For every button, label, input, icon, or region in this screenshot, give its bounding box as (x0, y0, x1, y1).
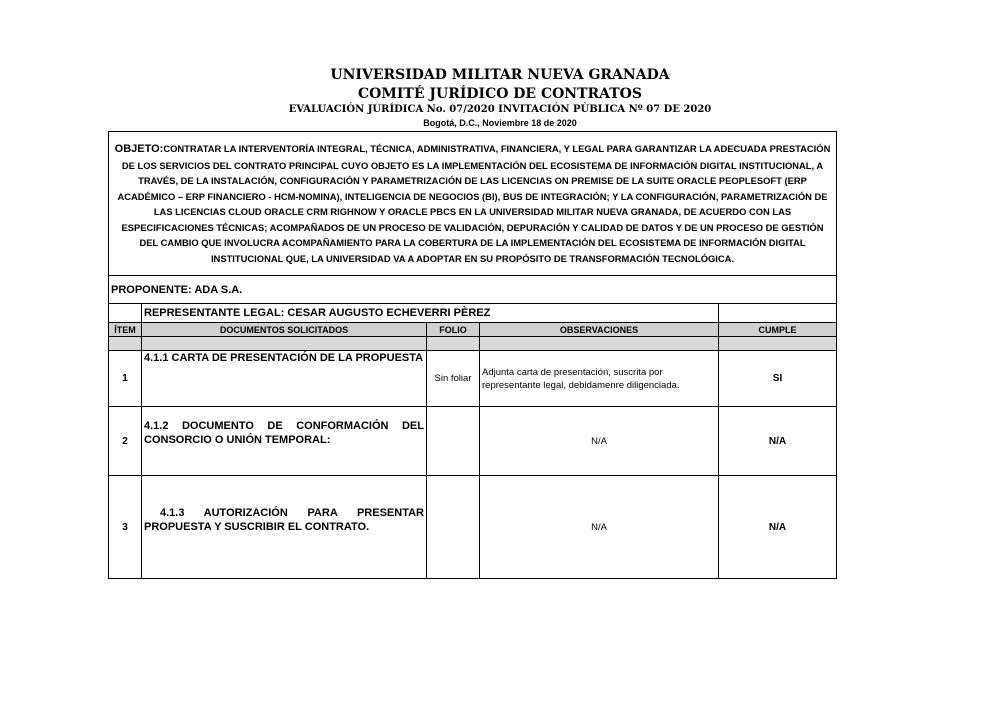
objeto-label: OBJETO: (114, 143, 164, 155)
col-documentos-header: DOCUMENTOS SOLICITADOS (142, 323, 427, 337)
evaluation-title: EVALUACIÓN JURÍDICA No. 07/2020 INVITACIÓN PÙBLICA Nº 07 DE 2020 (288, 104, 712, 115)
separator-row (109, 337, 837, 351)
separator-cell (480, 337, 719, 351)
table-row (109, 407, 837, 476)
folio-cell: Sin foliar (427, 351, 480, 407)
separator-cell (427, 337, 480, 351)
item-number: 2 (109, 407, 142, 476)
separator-cell (142, 337, 427, 351)
empty-cell (109, 304, 142, 323)
folio-cell (427, 476, 480, 579)
observaciones-cell: Adjunta carta de presentación, suscrita por representante legal, debidamenre diligenciada. (480, 351, 719, 407)
proponente: PROPONENTE: ADA S.A. (109, 276, 837, 304)
documento-cell: 4.1.2 DOCUMENTO DE CONFORMACIÓN DEL CONSORCIO O UNIÓN TEMPORAL: (142, 407, 427, 476)
table-row (109, 476, 837, 579)
table-row (109, 351, 837, 407)
col-cumple-header: CUMPLE (719, 323, 837, 337)
evaluation-table (108, 131, 837, 579)
cumple-cell: N/A (719, 407, 837, 476)
item-number: 1 (109, 351, 142, 407)
institution-title: UNIVERSIDAD MILITAR NUEVA GRANADA (330, 67, 670, 83)
separator-cell (109, 337, 142, 351)
cumple-cell: SI (719, 351, 837, 407)
folio-cell (427, 407, 480, 476)
objeto-row (109, 132, 837, 276)
committee-title: COMITÉ JURÍDICO DE CONTRATOS (358, 86, 642, 102)
proponente-row (109, 276, 837, 304)
documento-cell: 4.1.1 CARTA DE PRESENTACIÓN DE LA PROPUESTA (142, 351, 427, 407)
representante: REPRESENTANTE LEGAL: CESAR AUGUSTO ECHEVERRI PÈREZ (142, 304, 719, 323)
cumple-cell: N/A (719, 476, 837, 579)
objeto-text: CONTRATAR LA INTERVENTORÍA INTEGRAL, TÉCNICA, ADMINISTRATIVA, FINANCIERA, Y LEGAL PARA GARANTIZAR LA ADECUADA PRESTACIÓN DE LOS SERVICIOS DEL CONTRATO PRINCIPAL CUYO OBJETO ES LA IMPLEMENTACIÓN DEL ECOSISTEMA DE INFORMACIÓN DIGITAL INSTITUCIONAL, A TRAVÉS, DE LA INSTALACIÓN, CONFIGURACIÓN Y PARAMETRIZACIÓN DE LAS LICENCIAS ON PREMISE DE LA SUITE ORACLE PEOPLESOFT (ERP ACADÉMICO – ERP FINANCIERO - HCM-NOMINA), INTELIGENCIA DE NEGOCIOS (BI), BUS DE INTEGRACIÓN; Y LA CONFIGURACIÓN, PARAMETRIZACIÓN DE LAS LICENCIAS CLOUD ORACLE CRM RIGHNOW Y ORACLE PBCS EN LA UNIVERSIDAD MILITAR NUEVA GRANADA, DE ACUERDO CON LAS ESPECIFICACIONES TÉCNICAS; ACOMPAÑADOS DE UN PROCESO DE VALIDACIÓN, DEPURACIÓN Y CALIDAD DE DATOS Y DE UN PROCESO DE GESTIÓN DEL CAMBIO QUE INVOLUCRA ACOMPAÑAMIENTO PARA LA COBERTURA DE LA IMPLEMENTACIÓN DEL ECOSISTEMA DE INFORMACIÓN DIGITAL INSTITUCIONAL QUE, LA UNIVERSIDAD VA A ADOPTAR EN SU PROPÓSITO DE TRANSFORMACIÓN TECNOLÓGICA. (117, 143, 831, 264)
col-item-header: ÍTEM (109, 323, 142, 337)
date-line: Bogotá, D.C., Noviembre 18 de 2020 (423, 118, 577, 128)
item-number: 3 (109, 476, 142, 579)
representante-row (109, 304, 837, 323)
observaciones-cell: N/A (480, 476, 719, 579)
col-observaciones-header: OBSERVACIONES (480, 323, 719, 337)
col-folio-header: FOLIO (427, 323, 480, 337)
column-header-row (109, 323, 837, 337)
empty-cell (719, 304, 837, 323)
observaciones-cell: N/A (480, 407, 719, 476)
separator-cell (719, 337, 837, 351)
documento-cell: 4.1.3 AUTORIZACIÓN PARA PRESENTAR PROPUESTA Y SUSCRIBIR EL CONTRATO. (142, 476, 427, 579)
objeto-cell (109, 132, 837, 276)
